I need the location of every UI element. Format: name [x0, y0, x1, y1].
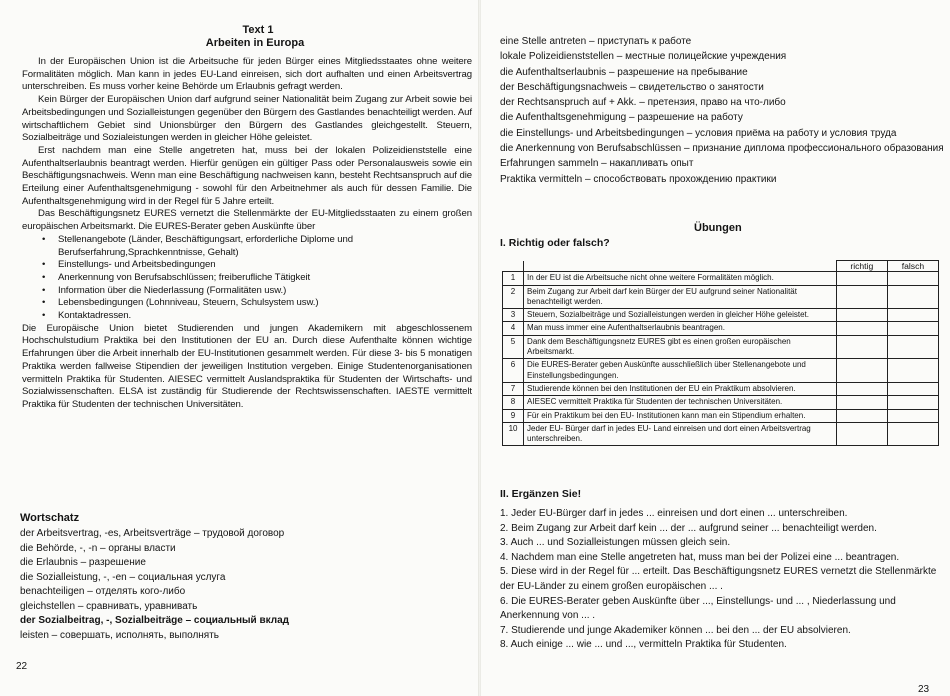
row-number: 2: [503, 285, 524, 309]
table-row: [503, 285, 939, 309]
exercise-item: 7. Studierende und junge Akademiker können ... bei den ... der EU absolvieren.: [500, 624, 851, 636]
vocab-continuation: [500, 34, 945, 187]
list-item: • Information über die Niederlassung (Formalitäten usw.): [58, 285, 472, 298]
vocab-entry: leisten – совершать, исполнять, выполнять: [20, 629, 220, 641]
paragraph: In der Europäischen Union ist die Arbeitsuche für jeden Bürger eines Mitgliedsstaates ohne weitere Formalitäten möglich. Man kann in jedes EU-Land einreisen, sich dort aufhalten und einen Arbeitsvertrag unterschreiben. Es muss vorher keine Behörde um Erlaubnis gefragt werden.: [22, 56, 472, 93]
richtig-cell[interactable]: [836, 422, 887, 446]
row-number: 9: [503, 409, 524, 422]
list-item: • Einstellungs- und Arbeitsbedingungen: [58, 259, 472, 272]
table-row: [503, 396, 939, 409]
fill-in-exercise: [500, 507, 942, 653]
section-heading-ergaenzen: II. Ergänzen Sie!: [500, 488, 582, 500]
paragraph: Erst nachdem man eine Stelle angetreten hat, muss bei der lokalen Polizeidienststelle eine Aufenthaltserlaubnis beantragt werden. Hierfür genügen ein gültiger Pass oder Personalausweis sowie ein Beschäftigungsnachweis. Wenn man eine Beschäftigung nachweisen kann, besteht Rechtsanspruch auf die Erteilung einer Aufenthaltsgenehmigung - sowohl für den Arbeitnehmer als auch für dessen Familie. Die Aufenthaltsgenehmigung wird in der Regel für 5 Jahre erteilt.: [22, 144, 472, 207]
table-row: [503, 422, 939, 446]
row-number: 8: [503, 396, 524, 409]
statement: Jeder EU- Bürger darf in jedes EU- Land einreisen und dort einen Arbeitsvertrag unterschreiben.: [524, 422, 837, 446]
exercise-item: 8. Auch einige ... wie ... und ..., vermitteln Praktika für Studenten.: [500, 639, 787, 651]
richtig-header: richtig: [836, 261, 887, 272]
vocab-entry: die Aufenthaltsgenehmigung – разрешение на работу: [500, 112, 743, 124]
statement: Für ein Praktikum bei den EU- Institutionen kann man ein Stipendium erhalten.: [524, 409, 837, 422]
section-heading-richtig-falsch: I. Richtig oder falsch?: [500, 237, 610, 249]
exercise-item: 4. Nachdem man eine Stelle angetreten hat, muss man bei der Polizei eine ... beantragen.: [500, 551, 900, 563]
vocab-entry: die Anerkennung von Berufsabschlüssen – признание диплома профессионального образования: [500, 143, 944, 155]
vocab-entry: die Aufenthaltserlaubnis – разрешение на пребывание: [500, 66, 748, 78]
statement: Beim Zugang zur Arbeit darf kein Bürger der EU aufgrund seiner Nationalität benachteiligt werden.: [524, 285, 837, 309]
page-number: 23: [918, 684, 930, 695]
statement: In der EU ist die Arbeitsuche nicht ohne weitere Formalitäten möglich.: [524, 272, 837, 285]
vocab-entry: der Rechtsanspruch auf + Akk. – претензия, право на что-либо: [500, 97, 786, 109]
richtig-cell[interactable]: [836, 335, 887, 359]
text-subtitle: Arbeiten in Europa: [205, 37, 305, 49]
vocab-entry: Praktika vermitteln – способствовать прохождению практики: [500, 173, 777, 185]
row-number: 6: [503, 359, 524, 383]
row-number: 3: [503, 309, 524, 322]
paragraph: Das Beschäftigungsnetz EURES vernetzt die Stellenmärkte der EU-Mitgliedsstaaten zu einem großen europäischen Arbeitsmarkt. Die EURES-Berater geben Auskünfte über: [22, 208, 472, 233]
richtig-cell[interactable]: [836, 322, 887, 335]
richtig-cell[interactable]: [836, 396, 887, 409]
list-item: • Lebensbedingungen (Lohnniveau, Steuern, Schulsystem usw.): [58, 297, 472, 310]
statement: Steuern, Sozialbeiträge und Sozialleistungen werden in gleicher Höhe geleistet.: [524, 309, 837, 322]
richtig-cell[interactable]: [836, 382, 887, 395]
true-false-table: [502, 260, 939, 446]
richtig-cell[interactable]: [836, 309, 887, 322]
statement: Man muss immer eine Aufenthaltserlaubnis beantragen.: [524, 322, 837, 335]
list-item: • Kontaktadressen.: [58, 310, 472, 323]
table-row: [503, 359, 939, 383]
vocab-entry: der Beschäftigungsnachweis – свидетельство о занятости: [500, 81, 764, 93]
list-item: • Stellenangebote (Länder, Beschäftigungsart, erforderliche Diplome und Berufserfahrung,Sprachkenntnisse, Gehalt): [58, 234, 472, 259]
vocab-entry: der Sozialbeitrag, -, Sozialbeiträge – социальный вклад: [20, 615, 290, 626]
table-row: [503, 322, 939, 335]
falsch-header: falsch: [887, 261, 938, 272]
falsch-cell[interactable]: [887, 422, 938, 446]
table-row: [503, 382, 939, 395]
exercise-item: 5. Diese wird in der Regel für ... erteilt. Das Beschäftigungsnetz EURES vernetzt die Stellenmärkte der EU-Länder zu einem großen europäischen ... .: [500, 566, 937, 592]
row-number: 4: [503, 322, 524, 335]
falsch-cell[interactable]: [887, 409, 938, 422]
table-header-row: [503, 261, 939, 272]
table-row: [503, 309, 939, 322]
vocab-entry: der Arbeitsvertrag, -es, Arbeitsverträge – трудовой договор: [20, 528, 285, 539]
falsch-cell[interactable]: [887, 309, 938, 322]
paragraph: Kein Bürger der Europäischen Union darf aufgrund seiner Nationalität beim Zugang zur Arbeit sowie bei Arbeitsbedingungen und Sozialleistungen gegenüber den Bürgern des Gastlandes benachteiligt werden. Auf wirtschaftlichem Gebiet sind Unionsbürger den Bürgern des Gastlandes gleichgestellt. Steuern, Sozialbeiträge und Sozialeistungen werden in gleicher Höhe geleistet.: [22, 94, 472, 144]
richtig-cell[interactable]: [836, 272, 887, 285]
vocab-entry: die Behörde, -, -n – органы власти: [20, 542, 176, 554]
exercise-item: 6. Die EURES-Berater geben Auskünfte über ..., Einstellungs- und ... , Niederlassung und Anerkennung von ... .: [500, 595, 896, 622]
richtig-cell[interactable]: [836, 359, 887, 383]
statement: Dank dem Beschäftigungsnetz EURES gibt es einen großen europäischen Arbeitsmarkt.: [524, 335, 837, 359]
exercise-item: 2. Beim Zugang zur Arbeit darf kein ... der ... aufgrund seiner ... benachteiligt werden.: [500, 522, 877, 534]
row-number: 10: [503, 422, 524, 446]
uebungen-heading: Übungen: [694, 222, 742, 234]
vocab-entry: benachteiligen – отделять кого-либо: [20, 586, 186, 597]
reading-text: [22, 56, 472, 412]
table-row: [503, 272, 939, 285]
exercise-item: 1. Jeder EU-Bürger darf in jedes ... einreisen und dort einen ... unterschreiben.: [500, 508, 848, 519]
wortschatz-list: [20, 527, 290, 643]
table-row: [503, 335, 939, 359]
vocab-entry: lokale Polizeidienststellen – местные полицейские учреждения: [500, 51, 787, 63]
table-row: [503, 409, 939, 422]
right-page: [480, 0, 950, 696]
row-number: 1: [503, 272, 524, 285]
statement: Die EURES-Berater geben Auskünfte ausschließlich über Stellenangebote und Einstellungsbedingungen.: [524, 359, 837, 383]
vocab-entry: die Einstellungs- und Arbeitsbedingungen – условия приёма на работу и условия труда: [500, 127, 897, 139]
falsch-cell[interactable]: [887, 272, 938, 285]
falsch-cell[interactable]: [887, 359, 938, 383]
vocab-entry: gleichstellen – сравнивать, уравнивать: [20, 600, 198, 612]
list-item: • Anerkennung von Berufsabschlüssen; freiberufliche Tätigkeit: [58, 272, 472, 285]
falsch-cell[interactable]: [887, 396, 938, 409]
paragraph: Die Europäische Union bietet Studierenden und jungen Akademikern mit abgeschlossenem Hochschulstudium Praktika bei den Institutionen der EU an. Durch diese Aufenthalte können wichtige Erfahrungen über die Arbeit innerhalb der EU-Institutionen gesammelt werden. Für diese 3- bis 5 monatigen Praktika werden fallweise Stipendien der jeweiligen Institution vergeben. Einige Studentenorganisationen vermitteln Praktika für Studenten. AIESEC vermittelt Auslandspraktika für Studenten der Wirtschafts- und Sozialwissenschaften. ELSA ist zuständig für Studierende der Rechtswissenschaften. IAESTE vermittelt Praktika für Studenten der technischen Universitäten.: [22, 322, 472, 410]
vocab-entry: eine Stelle antreten – приступать к работе: [500, 36, 692, 47]
exercise-item: 3. Auch ... und Sozialleistungen müssen gleich sein.: [500, 537, 731, 549]
eures-info-list: [22, 234, 472, 323]
falsch-cell[interactable]: [887, 322, 938, 335]
statement: Studierende können bei den Institutionen der EU ein Praktikum absolvieren.: [524, 382, 837, 395]
falsch-cell[interactable]: [887, 335, 938, 359]
richtig-cell[interactable]: [836, 409, 887, 422]
falsch-cell[interactable]: [887, 285, 938, 309]
row-number: 7: [503, 382, 524, 395]
row-number: 5: [503, 335, 524, 359]
falsch-cell[interactable]: [887, 382, 938, 395]
wortschatz-heading: Wortschatz: [20, 512, 80, 524]
vocab-entry: die Sozialleistung, -, -en – социальная услуга: [20, 571, 226, 583]
text-title: Text 1: [242, 24, 274, 36]
richtig-cell[interactable]: [836, 285, 887, 309]
vocab-entry: Erfahrungen sammeln – накапливать опыт: [500, 158, 694, 170]
page-number: 22: [16, 661, 28, 672]
vocab-entry: die Erlaubnis – разрешение: [20, 557, 146, 568]
statement: AIESEC vermittelt Praktika für Studenten der technischen Universitäten.: [524, 396, 837, 409]
